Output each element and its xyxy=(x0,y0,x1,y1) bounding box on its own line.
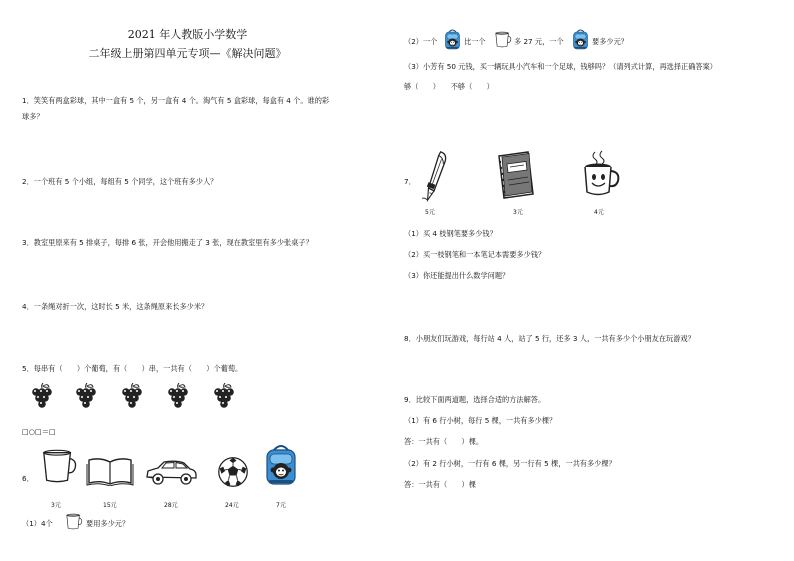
question-9-2-answer: 答：一共有（ ）棵 xyxy=(404,480,476,489)
pen-icon xyxy=(420,150,450,202)
price-car: 28元 xyxy=(164,502,178,509)
football-icon xyxy=(217,456,249,488)
schoolbag-icon xyxy=(444,29,461,50)
question-8: 8．小朋友们玩游戏，每行站 4 人，站了 5 行，还多 3 人，一共有多少个小朋友在玩游戏？ xyxy=(404,334,695,343)
question-7-number: 7． xyxy=(404,177,416,186)
question-4: 4．一条绳对折一次，这时长 5 米，这条绳原来长多少米？ xyxy=(22,302,209,311)
question-1-line-2: 球多？ xyxy=(22,112,44,121)
question-6-1-suffix: 要用多少元？ xyxy=(86,519,130,528)
question-1-line-1: 1．笑笑有两盒彩球，其中一盒有 5 个，另一盒有 4 个。淘气有 5 盒彩球，每盒有 4 个。谁的彩 xyxy=(22,96,330,105)
question-9-intro: 9．比较下面两道题，选择合适的方法解答。 xyxy=(404,395,546,404)
question-6-2-middle-2: 多 27 元，一个 xyxy=(514,37,564,46)
question-6-2-prefix: （2）一个 xyxy=(404,37,438,46)
question-6-2-suffix: 要多少元？ xyxy=(592,37,628,46)
grapes-icon xyxy=(120,383,144,409)
question-7-3: （3）你还能提出什么数学问题？ xyxy=(404,271,510,280)
question-6-3-line-1: （3）小芳有 50 元钱，买一辆玩具小汽车和一个足球，钱够吗？（请列式计算，再选择正确答案） xyxy=(404,62,717,71)
mug-icon xyxy=(581,150,621,198)
question-5-formula: □○□＝□ xyxy=(22,427,56,436)
price-mug: 4元 xyxy=(594,209,604,216)
question-2: 2．一个班有 5 个小组，每组有 5 个同学，这个班有多少人？ xyxy=(22,177,218,186)
cup-icon xyxy=(40,448,78,484)
question-6-3-choices: 够（ ） 不够（ ） xyxy=(404,82,494,91)
question-7-2: （2）买一枝钢笔和一本笔记本需要多少钱？ xyxy=(404,250,546,259)
grapes-icon xyxy=(30,383,54,409)
price-bag: 7元 xyxy=(276,502,286,509)
grapes-icon xyxy=(212,383,236,409)
page-title: 2021 年人教版小学数学 xyxy=(127,28,248,41)
toy-car-icon xyxy=(144,458,198,486)
question-9-1: （1）有 6 行小树，每行 5 棵，一共有多少棵？ xyxy=(404,416,557,425)
book-icon xyxy=(86,456,134,486)
grapes-icon xyxy=(74,383,98,409)
schoolbag-icon xyxy=(264,443,298,487)
cup-icon xyxy=(494,31,512,48)
question-7-1: （1）买 4 枝钢笔要多少钱？ xyxy=(404,229,497,238)
notebook-icon xyxy=(496,150,536,200)
question-6-1-prefix: （1）4个 xyxy=(22,519,53,528)
question-6-number: 6． xyxy=(22,474,34,483)
price-pen: 5元 xyxy=(425,209,435,216)
schoolbag-icon xyxy=(572,29,589,50)
question-3: 3．教室里原来有 5 排桌子，每排 6 张，开会他用搬走了 3 张，现在教室里有多少张桌子？ xyxy=(22,238,313,247)
question-6-2-middle-1: 比一个 xyxy=(464,37,486,46)
price-cup: 3元 xyxy=(51,502,61,509)
price-book: 15元 xyxy=(103,502,117,509)
grapes-icon xyxy=(166,383,190,409)
question-5: 5．每串有（ ）个葡萄，有（ ）串，一共有（ ）个葡萄。 xyxy=(22,364,243,373)
question-9-1-answer: 答：一共有（ ）棵。 xyxy=(404,437,484,446)
page-subtitle: 二年级上册第四单元专项—《解决问题》 xyxy=(88,47,287,60)
question-9-2: （2）有 2 行小树，一行有 6 棵，另一行有 5 棵，一共有多少棵？ xyxy=(404,459,616,468)
price-notebook: 3元 xyxy=(513,209,523,216)
cup-icon xyxy=(65,513,83,530)
price-ball: 24元 xyxy=(225,502,239,509)
